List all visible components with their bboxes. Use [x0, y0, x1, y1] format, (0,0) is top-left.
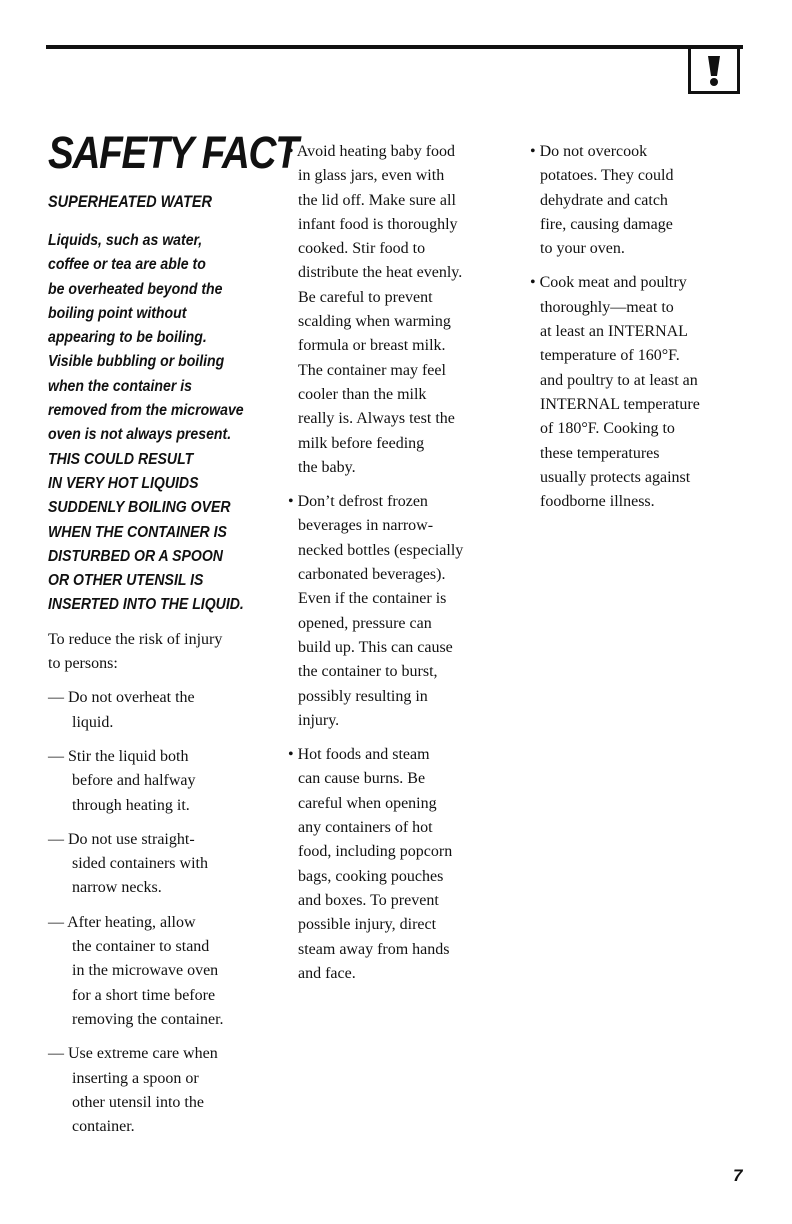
text-line: boiling point without — [48, 304, 187, 322]
text-line: in the microwave oven — [72, 962, 219, 980]
bullet-item — [530, 271, 750, 514]
text-line: build up. This can cause — [298, 638, 453, 656]
text-line: To reduce the risk of injury — [48, 630, 223, 648]
text-line: the container to burst, — [298, 663, 438, 681]
column-right — [530, 140, 750, 524]
text-line: dehydrate and catch — [540, 191, 668, 209]
text-line: — Do not use straight- — [48, 830, 195, 848]
text-line: • Do not overcook — [530, 143, 648, 160]
text-line: other utensil into the — [72, 1093, 204, 1111]
text-line: cooked. Stir food to — [298, 240, 426, 258]
bullet-item — [288, 140, 518, 480]
bullet-item — [288, 490, 518, 733]
text-line: INSERTED INTO THE LIQUID. — [48, 596, 244, 614]
text-line: can cause burns. Be — [298, 770, 426, 788]
text-line: in glass jars, even with — [298, 167, 445, 185]
text-line: these temperatures — [540, 444, 660, 462]
text-line: careful when opening — [298, 794, 437, 812]
text-line: and poultry to at least an — [540, 371, 698, 389]
text-line: possibly resulting in — [298, 687, 428, 705]
text-line: at least an INTERNAL — [540, 323, 688, 341]
text-line: usually protects against — [540, 468, 691, 486]
text-line: Be careful to prevent — [298, 288, 433, 306]
text-line: IN VERY HOT LIQUIDS — [48, 474, 199, 492]
text-line: WHEN THE CONTAINER IS — [48, 523, 227, 541]
intro-paragraph — [48, 628, 276, 677]
text-line: • Cook meat and poultry — [530, 274, 687, 292]
text-line: narrow necks. — [72, 879, 162, 897]
text-line: the container to stand — [72, 938, 210, 956]
page-number: 7 — [733, 1166, 743, 1185]
top-rule — [46, 45, 743, 49]
text-line: removed from the microwave — [48, 402, 244, 420]
dash-list — [48, 686, 276, 1139]
text-line: sided containers with — [72, 855, 208, 873]
dash-item — [48, 745, 276, 818]
text-line: the lid off. Make sure all — [298, 191, 456, 209]
text-line: temperature of 160°F. — [540, 347, 680, 365]
text-line: necked bottles (especially — [298, 541, 464, 559]
bullet-item — [530, 140, 750, 261]
text-line: OR OTHER UTENSIL IS — [48, 572, 204, 590]
text-line: coffee or tea are able to — [48, 256, 206, 274]
text-line: of 180°F. Cooking to — [540, 420, 675, 438]
superheated-water-subheading: SUPERHEATED WATER — [48, 193, 213, 211]
text-line: The container may feel — [298, 361, 446, 379]
text-line: milk before feeding — [298, 434, 425, 452]
dash-item — [48, 828, 276, 901]
text-line: distribute the heat evenly. — [298, 264, 463, 282]
text-line: infant food is thoroughly — [298, 215, 458, 233]
text-line: the baby. — [298, 458, 356, 476]
text-line: • Hot foods and steam — [288, 746, 430, 764]
text-line: — After heating, allow — [48, 913, 196, 931]
exclamation-icon — [705, 55, 723, 87]
text-line: through heating it. — [72, 796, 190, 814]
text-line: to persons: — [48, 655, 118, 673]
text-line: for a short time before — [72, 986, 216, 1004]
text-line: any containers of hot — [298, 819, 433, 837]
text-line: INTERNAL temperature — [540, 395, 700, 413]
text-line: really is. Always test the — [298, 410, 455, 428]
text-line: oven is not always present. — [48, 426, 232, 444]
text-line: inserting a spoon or — [72, 1069, 199, 1087]
text-line: beverages in narrow- — [298, 517, 434, 535]
text-line: steam away from hands — [298, 940, 450, 958]
text-line: when the container is — [48, 377, 192, 395]
text-line: possible injury, direct — [298, 916, 437, 934]
text-line: food, including popcorn — [298, 843, 453, 861]
text-line: • Don’t defrost frozen — [288, 493, 428, 511]
text-line: DISTURBED OR A SPOON — [48, 547, 223, 565]
text-line: • Avoid heating baby food — [288, 143, 456, 160]
text-line: and face. — [298, 964, 356, 982]
text-line: to your oven. — [540, 240, 625, 258]
warning-paragraph — [48, 229, 276, 618]
text-line: cooler than the milk — [298, 385, 427, 403]
column-middle — [288, 140, 518, 996]
text-line: foodborne illness. — [540, 493, 655, 511]
text-line: bags, cooking pouches — [298, 867, 444, 885]
safety-fact-heading: SAFETY FACT — [48, 127, 298, 178]
text-line: be overheated beyond the — [48, 280, 223, 298]
text-line: injury. — [298, 711, 340, 729]
text-line: container. — [72, 1118, 135, 1136]
text-line: removing the container. — [72, 1010, 224, 1028]
bullet-item — [288, 743, 518, 986]
text-line: scalding when warming — [298, 313, 451, 331]
text-line: opened, pressure can — [298, 614, 432, 632]
text-line: fire, causing damage — [540, 215, 673, 233]
alert-box — [688, 48, 740, 94]
text-line: carbonated beverages). — [298, 566, 446, 584]
column-left — [48, 118, 298, 1139]
text-line: Liquids, such as water, — [48, 232, 203, 249]
text-line: thoroughly—meat to — [540, 298, 674, 316]
text-line: THIS COULD RESULT — [48, 450, 194, 468]
text-line: — Use extreme care when — [48, 1045, 218, 1063]
text-line: before and halfway — [72, 772, 196, 790]
text-line: SUDDENLY BOILING OVER — [48, 499, 231, 517]
dash-item — [48, 1042, 276, 1139]
text-line: formula or breast milk. — [298, 337, 446, 355]
text-line: potatoes. They could — [540, 167, 674, 185]
text-line: liquid. — [72, 713, 114, 731]
text-line: — Do not overheat the — [48, 689, 195, 707]
dash-item — [48, 686, 276, 735]
text-line: — Stir the liquid both — [48, 747, 189, 765]
text-line: appearing to be boiling. — [48, 329, 207, 347]
text-line: Even if the container is — [298, 590, 447, 608]
text-line: and boxes. To prevent — [298, 891, 439, 909]
dash-item — [48, 911, 276, 1032]
text-line: Visible bubbling or boiling — [48, 353, 225, 371]
